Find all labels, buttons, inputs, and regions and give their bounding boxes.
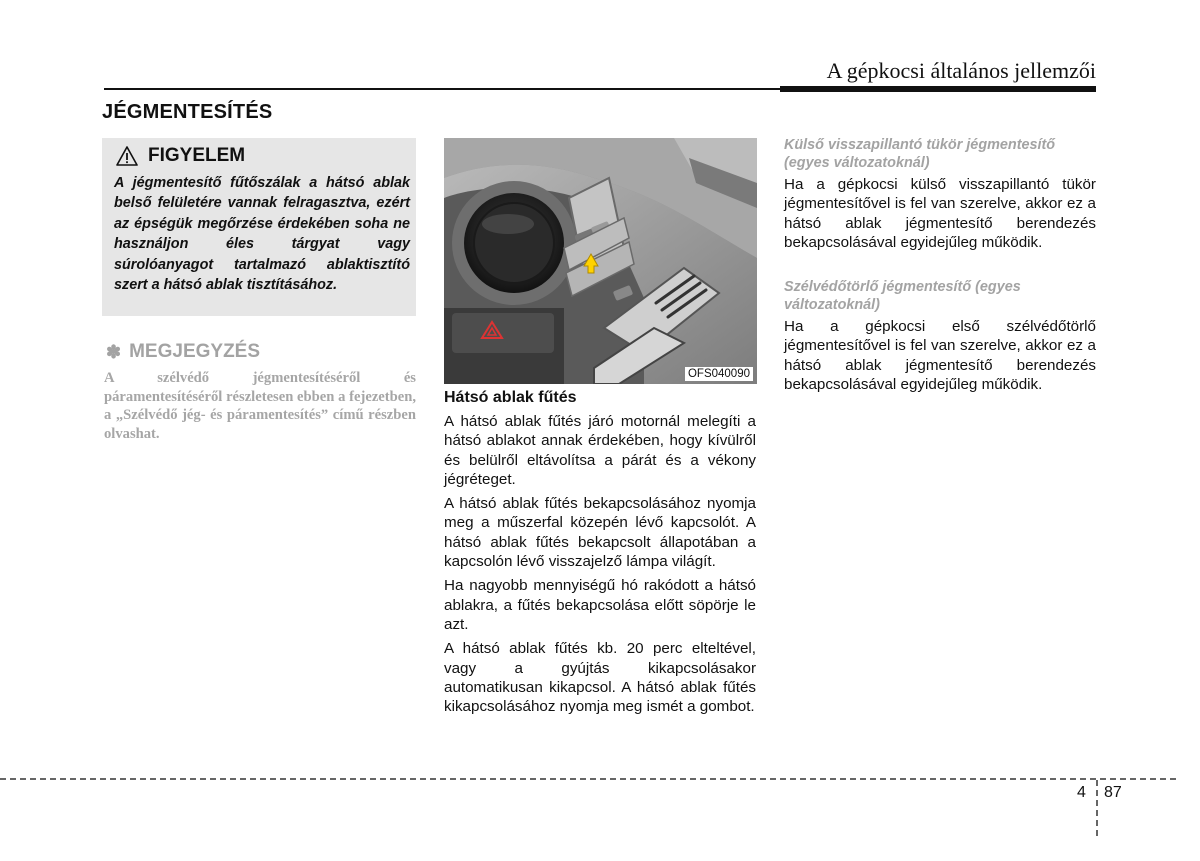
warning-text: A jégmentesítő fűtőszálak a hátsó ablak belső felületére vannak felragasztva, ezért az épségük megőrzése érdekében soha ne használjon éles tárgyat vagy súrolóanyagot tartalmazó ablaktisztító szert a hátsó ablak tisztításához. [114,175,410,294]
running-header-title: A gépkocsi általános jellemzői [826,58,1096,83]
paragraph: A hátsó ablak fűtés kb. 20 perc elteltével, vagy a gyújtás kikapcsolásakor automatikusan kikapcsol. A hátsó ablak fűtés kikapcsolásához nyomja meg ismét a gombot. [444,640,756,716]
warning-box [102,138,416,316]
warning-triangle-icon [116,146,138,166]
dashboard-switch-photo [444,138,757,384]
wiper-deicer-heading: Szélvédőtörlő jégmentesítő (egyes változatoknál) [784,279,1021,314]
figure-caption: OFS040090 [685,367,753,381]
warning-title: FIGYELEM [148,145,246,166]
footer-divider [0,778,1176,780]
paragraph: Ha nagyobb mennyiségű hó rakódott a hátsó ablakra, a fűtés bekapcsolása előtt söpörje le azt. [444,577,756,633]
mirror-defroster-text: Ha a gépkocsi külső visszapillantó tükör jégmentesítővel is fel van szerelve, akkor ez a hátsó ablak jégmentesítő berendezés bekapcsolásával egyidejűleg működik. [784,176,1096,251]
section-title: JÉGMENTESÍTÉS [102,101,273,123]
asterisk-icon: ✽ [106,341,122,362]
mirror-defroster-heading: Külső visszapillantó tükör jégmentesítő (egyes változatoknál) [784,137,1056,171]
note-title: MEGJEGYZÉS [129,341,261,362]
right-column [784,136,1096,394]
paragraph: A hátsó ablak fűtés bekapcsolásához nyomja meg a műszerfal közepén lévő kapcsolót. A hátsó ablak fűtés bekapcsolt állapotában a kapcsolón lévő visszajelző lámpa világít. [444,495,756,571]
rear-heating-body [444,412,756,721]
chapter-number: 4 [1077,784,1086,801]
warning-header [116,145,245,167]
paragraph: A hátsó ablak fűtés járó motornál melegíti a hátsó ablakot annak érdekében, hogy kívülről és belülről eltávolítsa a párát és a vékony jégréteget. [444,413,756,488]
header-rule-accent [780,86,1096,92]
footer-vertical-divider [1096,780,1098,836]
page-number: 87 [1104,784,1122,801]
note-text: A szélvédő jégmentesítéséről és páramentesítéséről részletesen ebben a fejezetben, a „Szélvédő jég- és páramentesítés” című részben olvashat. [104,370,416,442]
wiper-deicer-text: Ha a gépkocsi első szélvédőtörlő jégmentesítővel is fel van szerelve, akkor ez a hátsó ablak jégmentesítő berendezés bekapcsolásával egyidejűleg működik. [784,318,1096,394]
dashboard-illustration [444,138,757,384]
rear-heating-title: Hátsó ablak fűtés [444,389,577,406]
note-header [106,341,260,363]
